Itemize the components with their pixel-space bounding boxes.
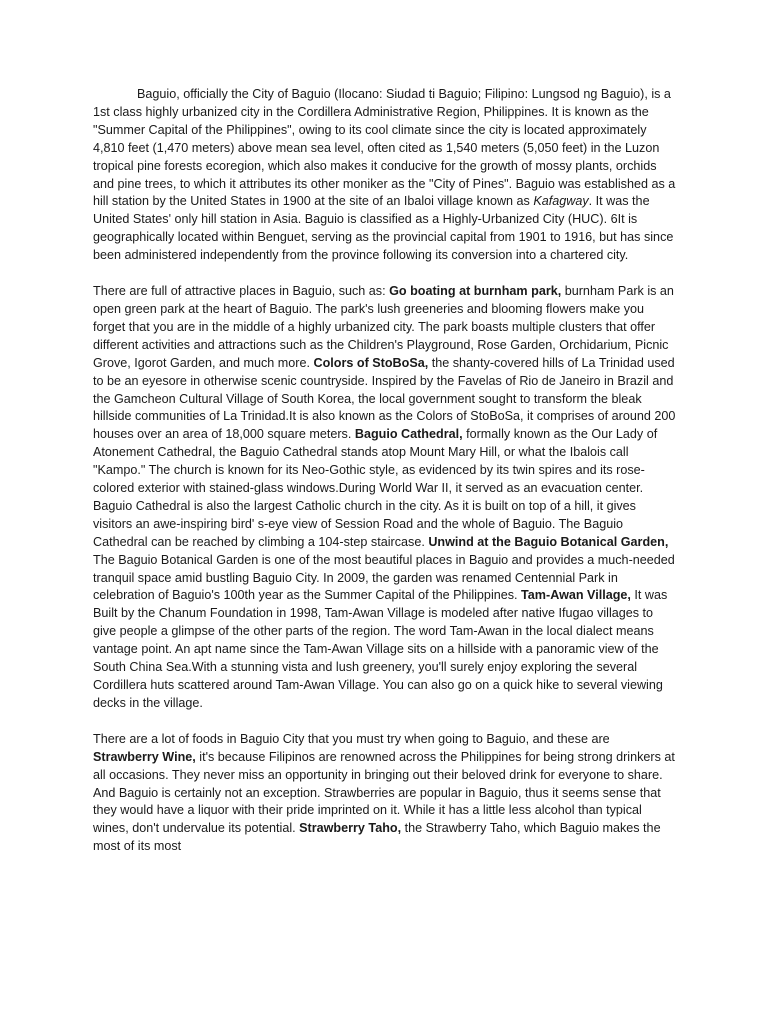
body-text: The Baguio Botanical Garden is one of the most beautiful places in Baguio and provides a much-needed tranquil space amid bustling Baguio City. In 2009, the garden was renamed Centennial Park in celebration of Baguio's 100th year as the Summer Capital of the Philippines. bbox=[93, 552, 675, 603]
body-text: the shanty-covered hills of La Trinidad used to be an eyesore in otherwise scenic countryside. Inspired by the Favelas of Rio de Janeiro in Brazil and the Gamcheon Cultural Village of South Korea, the local government sought to transform the bleak hillside communities of La Trinidad.It is also known as the Colors of StoBoSa, it comprises of around 200 houses over an area of 18,000 square meters. bbox=[93, 355, 676, 442]
body-text: There are full of attractive places in Baguio, such as: bbox=[93, 284, 390, 299]
body-text: it's because Filipinos are renowned across the Philippines for being strong drinkers at all occasions. They never miss an opportunity in bringing out their beloved drink for everyone to share. And Baguio is certainly not an exception. Strawberries are popular in Baguio, thus it seems sense that they would have a liquor with their pride imprinted on it. While it has a little less alcohol than typical wines, don't undervalue its potential. bbox=[93, 749, 675, 836]
document-page bbox=[93, 86, 677, 874]
body-text: Baguio, officially the City of Baguio (Ilocano: Siudad ti Baguio; Filipino: Lungsod ng Baguio), is a 1st class highly urbanized city in the Cordillera Administrative Region, Philippines. It is known as the "Summer Capital of the Philippines", owing to its cool climate since the city is located approximately 4,810 feet (1,470 meters) above mean sea level, often cited as 1,540 meters (5,050 feet) in the Luzon tropical pine forests ecoregion, which also makes it conducive for the growth of mossy plants, orchids and pine trees, to which it attributes its other moniker as the "City of Pines". Baguio was established as a hill station by the United States in 1900 at the site of an Ibaloi village known as bbox=[93, 87, 676, 209]
bold-heading: Go boating at burnham park, bbox=[389, 284, 562, 299]
bold-heading: Tam-Awan Village, bbox=[521, 588, 631, 603]
body-text: burnham Park is an open green park at the heart of Baguio. The park's lush greeneries and blooming flowers make you forget that you are in the middle of a highly urbanized city. The park boasts multiple clusters that offer different activities and attractions such as the Children's Playground, Rose Garden, Orchidarium, Picnic Grove, Igorot Garden, and much more. bbox=[93, 284, 674, 370]
body-text: formally known as the Our Lady of Atonement Cathedral, the Baguio Cathedral stands atop Mount Mary Hill, or what the Ibalois call "Kampo." The church is known for its Neo-Gothic style, as evidenced by its twin spires and its rose-colored exterior with stained-glass windows.During World War II, it served as an evacuation center. Baguio Cathedral is also the largest Catholic church in the city. As it is built on top of a hill, it gives visitors an awe-inspiring bird' s-eye view of Session Road and the whole of Baguio. The Baguio Cathedral can be reached by climbing a 104-step staircase. bbox=[93, 427, 658, 549]
body-text: the Strawberry Taho, which Baguio makes the most of its most bbox=[93, 821, 661, 854]
bold-heading: Strawberry Taho, bbox=[299, 821, 402, 836]
bold-heading: Baguio Cathedral, bbox=[354, 427, 463, 442]
bold-heading: Strawberry Wine, bbox=[93, 749, 196, 764]
body-text: There are a lot of foods in Baguio City that you must try when going to Baguio, and these are bbox=[93, 731, 610, 746]
italic-text: Kafagway bbox=[533, 194, 589, 209]
body-text: It was Built by the Chanum Foundation in 1998, Tam-Awan Village is modeled after native Ifugao villages to give people a glimpse of the other parts of the region. The word Tam-Awan in the local dialect means vantage point. An apt name since the Tam-Awan Village sits on a hillside with a panoramic view of the South China Sea.With a stunning vista and lush greenery, you'll surely enjoy exploring the several Cordillera huts scattered around Tam-Awan Village. You can also go on a quick hike to several viewing decks in the village. bbox=[93, 588, 668, 710]
body-text: . It was the United States' only hill station in Asia. Baguio is classified as a Highly-Urbanized City (HUC). 6It is geographically located within Benguet, serving as the provincial capital from 1901 to 1916, but has since been administered independently from the province following its conversion into a chartered city. bbox=[93, 194, 674, 263]
paragraph-1 bbox=[93, 86, 677, 265]
bold-heading: Unwind at the Baguio Botanical Garden, bbox=[428, 534, 669, 549]
bold-heading: Colors of StoBoSa, bbox=[313, 355, 429, 370]
paragraph-2 bbox=[93, 283, 677, 713]
paragraph-3 bbox=[93, 731, 677, 856]
